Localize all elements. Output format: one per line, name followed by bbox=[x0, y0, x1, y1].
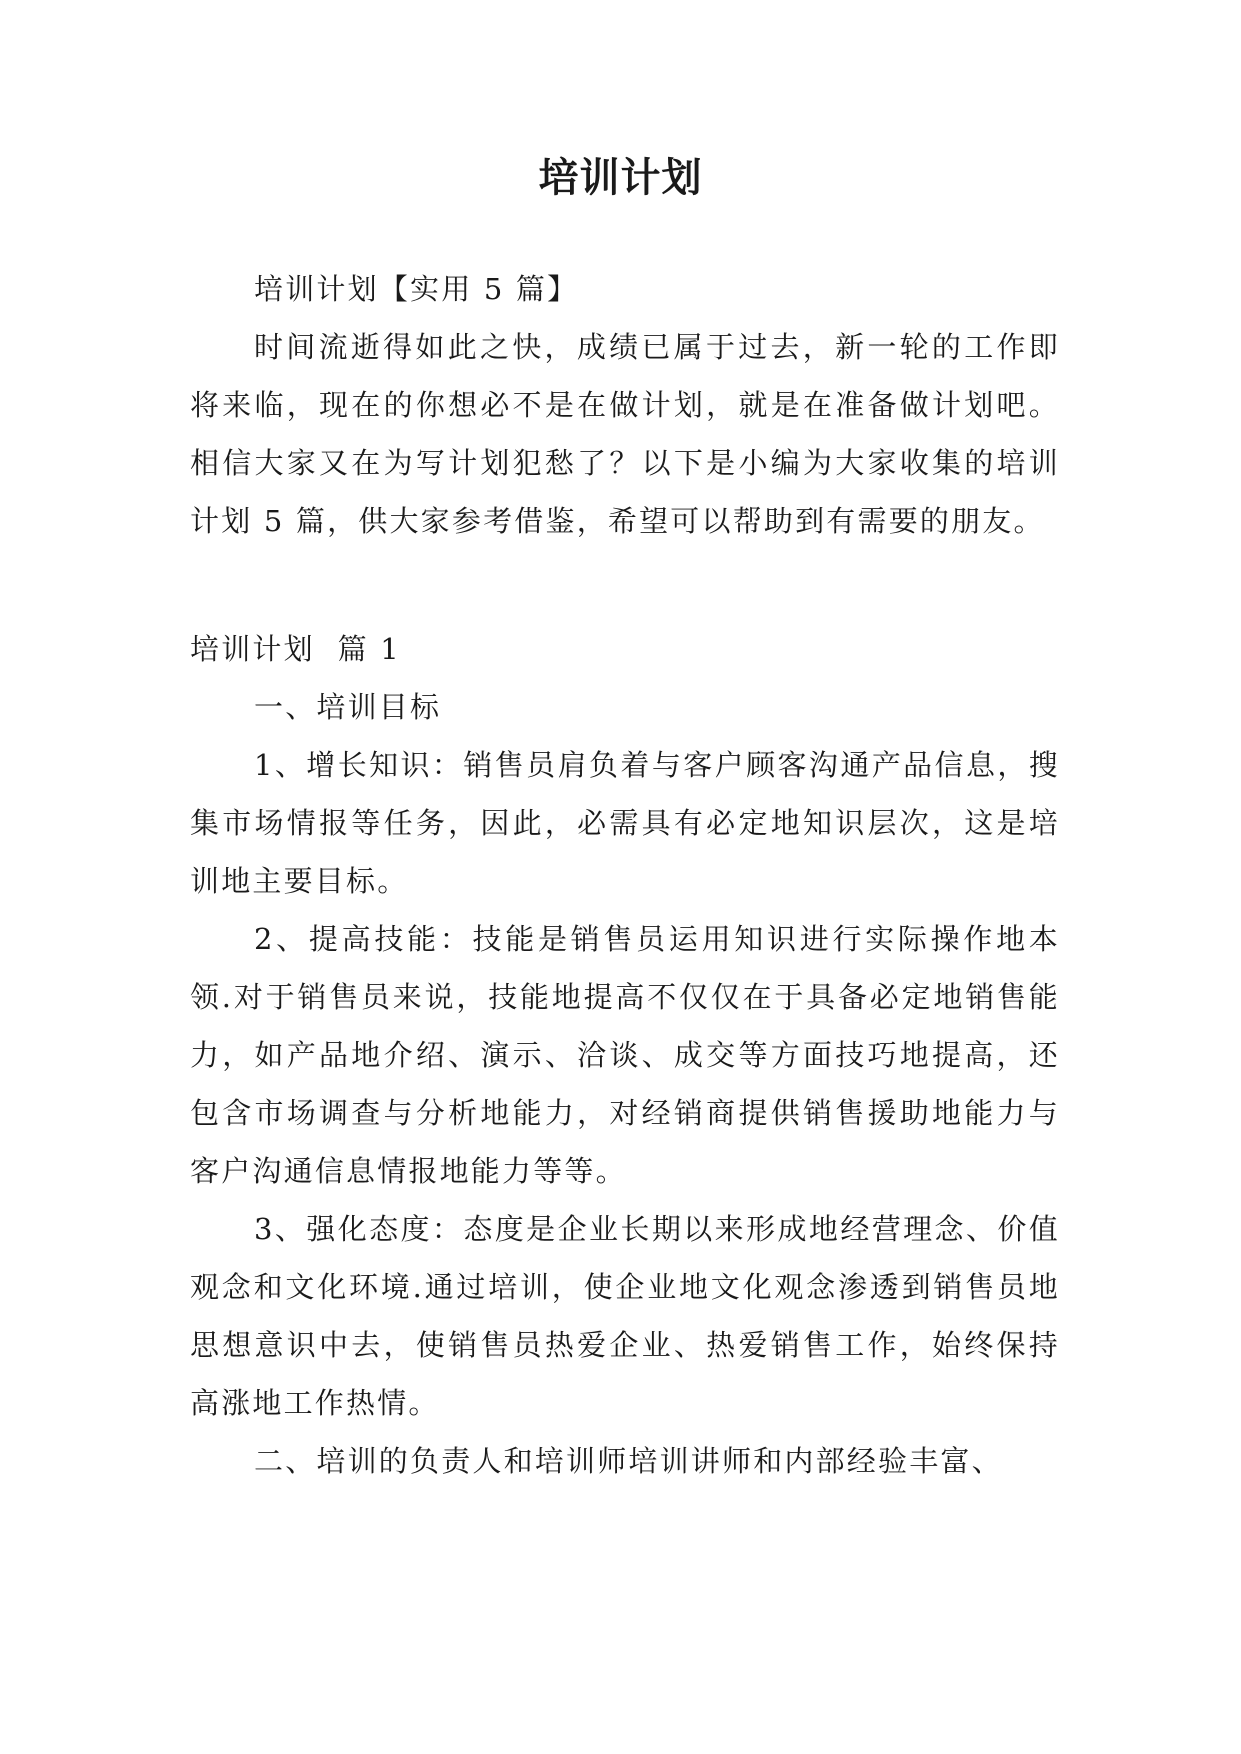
section-subheading: 一、培训目标 bbox=[254, 690, 442, 724]
section-heading: 培训计划 篇 1 bbox=[190, 632, 401, 666]
goal-item-1: 1、增长知识：销售员肩负着与客户顾客沟通产品信息，搜集市场情报等任务，因此，必需具有必定地知识层次，这是培训地主要目标。 bbox=[190, 748, 1060, 898]
document-title: 培训计划 bbox=[538, 154, 703, 201]
intro-paragraph: 时间流逝得如此之快，成绩已属于过去，新一轮的工作即将来临，现在的你想必不是在做计划，就是在准备做计划吧。相信大家又在为写计划犯愁了？以下是小编为大家收集的培训计划 5 篇，供大家参考借鉴，希望可以帮助到有需要的朋友。 bbox=[190, 330, 1060, 538]
section-body bbox=[190, 620, 1060, 1490]
document-body bbox=[190, 260, 1060, 550]
section-two-start: 二、培训的负责人和培训师培训讲师和内部经验丰富、 bbox=[254, 1444, 1003, 1478]
goal-item-2: 2、提高技能：技能是销售员运用知识进行实际操作地本领.对于销售员来说，技能地提高不仅仅在于具备必定地销售能力，如产品地介绍、演示、洽谈、成交等方面技巧地提高，还包含市场调查与分析地能力，对经销商提供销售援助地能力与客户沟通信息情报地能力等等。 bbox=[190, 922, 1060, 1188]
intro-heading: 培训计划【实用 5 篇】 bbox=[254, 272, 579, 306]
goal-item-3: 3、强化态度：态度是企业长期以来形成地经营理念、价值观念和文化环境.通过培训，使企业地文化观念渗透到销售员地思想意识中去，使销售员热爱企业、热爱销售工作，始终保持高涨地工作热情。 bbox=[190, 1212, 1060, 1420]
